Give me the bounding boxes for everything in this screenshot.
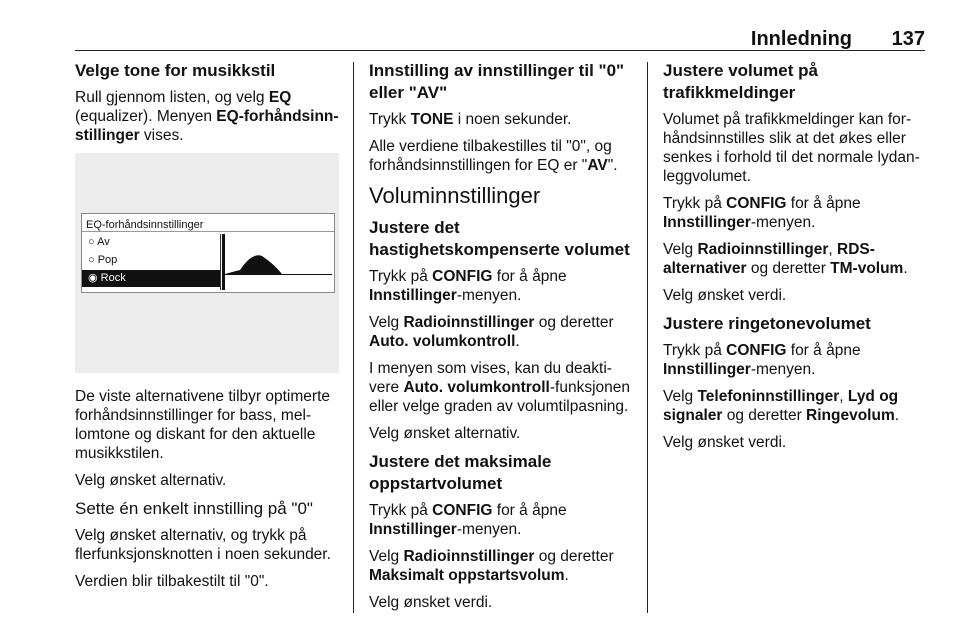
text: -menyen.	[750, 214, 816, 231]
heading-traffic-volume: Justere volumet på trafikkmeldinger	[663, 61, 818, 102]
text: (equalizer). Menyen	[75, 108, 217, 125]
text: ".	[607, 157, 618, 174]
radio-icon: ○	[88, 254, 95, 266]
column-divider-1	[353, 62, 354, 613]
page-header-title: Innledning	[750, 28, 852, 50]
text: Trykk	[369, 111, 411, 128]
term-phone-settings: Telefoninnstillinger	[697, 388, 840, 405]
text: for å åpne	[786, 342, 861, 359]
term-auto-volume: Auto. volumkontroll	[403, 379, 550, 396]
paragraph: Volumet på trafikkmeldinger kan for-håndsinnstilles slik at det økes eller senkes i forhold til det normale lydan-leggvolumet.	[663, 111, 920, 185]
paragraph: Velg ønsket alternativ.	[369, 425, 521, 442]
term-config: CONFIG	[726, 342, 787, 359]
text: Trykk på	[369, 268, 433, 285]
column-divider-2	[647, 62, 648, 613]
text: .	[894, 407, 900, 424]
paragraph: Verdien blir tilbakestilt til "0".	[75, 573, 269, 590]
text: for å åpne	[492, 268, 567, 285]
text: og deretter	[534, 314, 614, 331]
eq-preset-list	[82, 234, 221, 290]
heading-max-startup-volume: Justere det maksimale oppstartvolumet	[369, 452, 552, 493]
term-auto-volume: Auto. volumkontroll	[369, 333, 516, 350]
eq-curve	[225, 255, 332, 275]
eq-graph-axis	[222, 234, 225, 290]
term-config: CONFIG	[432, 268, 493, 285]
text: I menyen som vises, kan du deakti-vere	[369, 360, 612, 396]
text: .	[515, 333, 520, 350]
text: og deretter	[746, 260, 831, 277]
term-settings: Innstillinger	[369, 287, 457, 304]
term-config: CONFIG	[432, 502, 493, 519]
text: Rull gjennom listen, og velg	[75, 89, 269, 106]
text: Trykk på	[663, 342, 727, 359]
eq-curve-graphic	[222, 234, 332, 290]
term-radio-settings: Radioinnstillinger	[403, 314, 535, 331]
column-1	[75, 60, 339, 599]
eq-preset-label: Av	[97, 236, 110, 248]
term-settings: Innstillinger	[663, 214, 751, 231]
heading-speed-volume: Justere det hastighetskompenserte volumet	[369, 218, 630, 259]
eq-display-panel	[81, 213, 335, 293]
column-2	[369, 60, 637, 620]
paragraph	[663, 194, 927, 232]
paragraph: Velg ønsket verdi.	[663, 287, 787, 304]
term-settings: Innstillinger	[369, 521, 457, 538]
term-sound-signals: Lyd og signaler	[663, 388, 899, 424]
text: .	[564, 567, 569, 584]
heading-ringtone-volume: Justere ringetonevolumet	[663, 314, 871, 333]
text: for å åpne	[492, 502, 567, 519]
term-rds-options: RDS-alternativer	[663, 241, 875, 277]
text: Velg	[663, 241, 698, 258]
eq-preset-label: Rock	[100, 272, 126, 284]
paragraph	[663, 341, 927, 379]
paragraph	[369, 267, 637, 305]
eq-screen-illustration	[75, 153, 339, 373]
heading-single-setting: Sette én enkelt innstilling på "0"	[75, 499, 313, 518]
text: Trykk på	[663, 195, 727, 212]
text: Alle verdiene tilbakestilles til "0", og forhåndsinnstillingen for EQ er "	[369, 138, 612, 174]
term-tm-volume: TM-volum	[830, 260, 904, 277]
term-tone: TONE	[410, 111, 454, 128]
term-eq-presets: EQ-forhåndsinn-stillinger	[75, 108, 339, 144]
term-settings: Innstillinger	[663, 361, 751, 378]
text: Velg	[369, 548, 404, 565]
text: -menyen.	[456, 521, 522, 538]
radio-selected-icon: ◉	[88, 272, 98, 284]
eq-screen-title: EQ-forhåndsinnstillinger	[86, 219, 204, 231]
paragraph: Velg ønsket alternativ.	[75, 472, 227, 489]
text: Trykk på	[369, 502, 433, 519]
term-radio-settings: Radioinnstillinger	[697, 241, 829, 258]
text: i noen sekunder.	[453, 111, 572, 128]
paragraph: Velg ønsket alternativ, og trykk på flerfunksjonsknotten i noen sekunder.	[75, 527, 331, 563]
text: -funksjonen eller velge graden av volumtilpasning.	[369, 379, 630, 415]
heading-reset-settings: Innstilling av innstillinger til "0" eller "AV"	[369, 61, 625, 102]
term-av: AV	[587, 157, 608, 174]
heading-volume-settings: Voluminnstillinger	[369, 183, 541, 208]
text: for å åpne	[786, 195, 861, 212]
header-rule	[75, 50, 925, 51]
term-ring-volume: Ringevolum	[806, 407, 895, 424]
paragraph	[369, 313, 637, 351]
paragraph	[663, 240, 927, 278]
paragraph	[369, 359, 637, 416]
paragraph: Velg ønsket verdi.	[369, 594, 493, 611]
paragraph	[369, 547, 637, 585]
paragraph	[369, 137, 637, 175]
text: -menyen.	[456, 287, 522, 304]
term-max-startup-volume: Maksimalt oppstartsvolum	[369, 567, 565, 584]
eq-preset-label: Pop	[97, 254, 118, 266]
eq-preset-item	[82, 252, 220, 269]
eq-title-rule	[82, 231, 334, 232]
eq-preset-item-selected	[82, 270, 220, 287]
radio-icon: ○	[88, 236, 95, 248]
text: og deretter	[534, 548, 614, 565]
text: ,	[839, 388, 848, 405]
text: .	[903, 260, 908, 277]
paragraph: De viste alternativene tilbyr optimerte forhåndsinnstillinger for bass, mel-lomtone og diskant for den aktuelle musikkstilen.	[75, 388, 331, 462]
term-config: CONFIG	[726, 195, 787, 212]
eq-preset-item	[82, 234, 220, 251]
paragraph	[663, 387, 927, 425]
heading-music-tone: Velge tone for musikkstil	[75, 61, 276, 80]
text: Velg	[369, 314, 404, 331]
paragraph	[75, 88, 339, 145]
text: -menyen.	[750, 361, 816, 378]
text: vises.	[139, 127, 184, 144]
term-eq: EQ	[268, 89, 292, 106]
text: og deretter	[722, 407, 807, 424]
text: ,	[828, 241, 838, 258]
term-radio-settings: Radioinnstillinger	[403, 548, 535, 565]
paragraph	[369, 501, 637, 539]
paragraph: Velg ønsket verdi.	[663, 434, 787, 451]
page-number: 137	[891, 28, 925, 50]
column-3	[663, 60, 927, 460]
paragraph	[369, 110, 637, 129]
text: Velg	[663, 388, 698, 405]
